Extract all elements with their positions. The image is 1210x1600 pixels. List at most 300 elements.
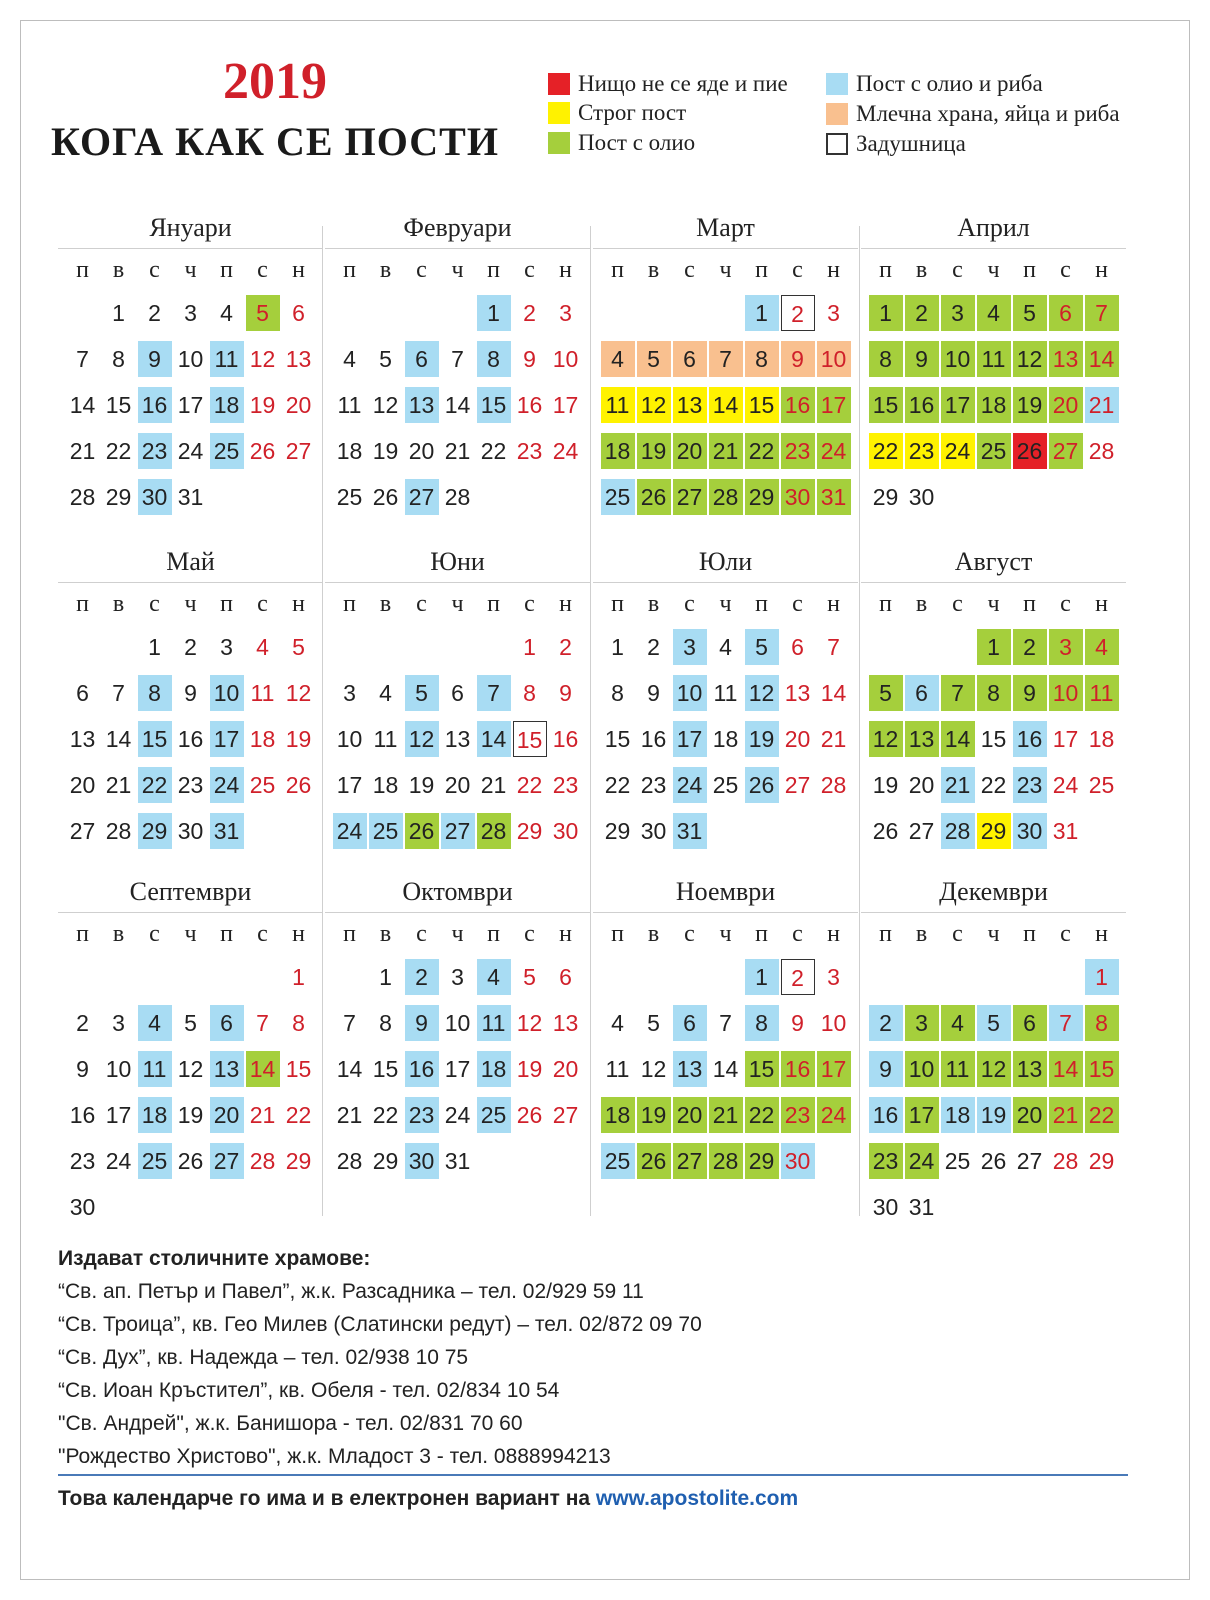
day-cell: 18 <box>977 387 1011 423</box>
day-cell: 28 <box>941 813 975 849</box>
day-cell: 29 <box>977 813 1011 849</box>
footer-text: Това календарче го има и в електронен вариант на <box>58 1487 591 1510</box>
weekday-label: н <box>1095 256 1108 283</box>
day-cell: 6 <box>210 1005 244 1041</box>
day-cell: 7 <box>1049 1005 1083 1041</box>
empty-cell <box>941 629 975 665</box>
day-cell: 27 <box>210 1143 244 1179</box>
day-cell: 17 <box>105 1102 132 1128</box>
day-cell: 23 <box>869 1143 903 1179</box>
days-grid <box>325 959 590 1179</box>
day-cell: 9 <box>523 346 536 372</box>
day-cell: 1 <box>745 295 779 331</box>
day-cell: 13 <box>405 387 439 423</box>
empty-cell <box>977 959 1011 995</box>
day-cell: 21 <box>105 772 132 798</box>
day-cell: 21 <box>480 772 507 798</box>
day-cell: 31 <box>673 813 707 849</box>
day-cell: 23 <box>552 772 579 798</box>
empty-cell <box>709 295 743 331</box>
weekday-header <box>325 583 590 625</box>
day-cell: 26 <box>637 479 671 515</box>
day-cell: 22 <box>372 1102 399 1128</box>
day-cell: 25 <box>249 772 276 798</box>
day-cell: 28 <box>820 772 847 798</box>
day-cell: 31 <box>444 1148 471 1174</box>
day-cell: 8 <box>379 1010 392 1036</box>
weekday-label: с <box>257 256 268 283</box>
weekday-label: с <box>149 590 160 617</box>
day-cell: 17 <box>552 392 579 418</box>
day-cell: 4 <box>601 341 635 377</box>
day-cell: 8 <box>869 341 903 377</box>
day-cell: 27 <box>405 479 439 515</box>
day-cell: 20 <box>408 438 435 464</box>
publisher-line: “Св. Иоан Кръстител”, кв. Обеля - тел. 02/834 10 54 <box>58 1379 560 1402</box>
day-cell: 27 <box>908 818 935 844</box>
publisher-line: “Св. ап. Петър и Павел”, ж.к. Разсадника – тел. 02/929 59 11 <box>58 1280 644 1303</box>
weekday-label: п <box>755 256 768 283</box>
day-cell: 18 <box>138 1097 172 1133</box>
day-cell: 20 <box>1049 387 1083 423</box>
day-cell: 24 <box>333 813 367 849</box>
weekday-header <box>861 583 1126 625</box>
day-cell: 27 <box>1016 1148 1043 1174</box>
day-cell: 29 <box>745 479 779 515</box>
weekday-label: п <box>611 256 624 283</box>
day-cell: 12 <box>640 1056 667 1082</box>
day-cell: 15 <box>477 387 511 423</box>
day-cell: 3 <box>941 295 975 331</box>
day-cell: 20 <box>552 1056 579 1082</box>
weekday-label: с <box>952 256 963 283</box>
day-cell: 10 <box>552 346 579 372</box>
day-cell: 23 <box>781 433 815 469</box>
day-cell: 15 <box>604 726 631 752</box>
month-4 <box>861 208 1126 515</box>
day-cell: 1 <box>977 629 1011 665</box>
day-cell: 28 <box>105 818 132 844</box>
day-cell: 11 <box>477 1005 511 1041</box>
weekday-label: с <box>1060 256 1071 283</box>
weekday-label: с <box>1060 590 1071 617</box>
weekday-label: ч <box>987 590 1000 617</box>
day-cell: 28 <box>709 479 743 515</box>
day-cell: 25 <box>712 772 739 798</box>
weekday-label: н <box>292 920 305 947</box>
legend-label: Строг пост <box>578 100 687 125</box>
empty-cell <box>637 295 671 331</box>
weekday-label: ч <box>719 590 732 617</box>
day-cell: 18 <box>941 1097 975 1133</box>
weekday-label: в <box>112 256 125 283</box>
weekday-label: ч <box>451 920 464 947</box>
day-cell: 31 <box>210 813 244 849</box>
red-swatch-icon <box>548 73 570 95</box>
day-cell: 2 <box>781 295 815 331</box>
empty-cell <box>1049 959 1083 995</box>
weekday-label: п <box>611 920 624 947</box>
weekday-label: с <box>149 920 160 947</box>
day-cell: 17 <box>177 392 204 418</box>
weekday-label: н <box>827 590 840 617</box>
day-cell: 3 <box>220 634 233 660</box>
day-cell: 1 <box>611 634 624 660</box>
day-cell: 19 <box>408 772 435 798</box>
day-cell: 11 <box>605 1056 630 1082</box>
day-cell: 12 <box>405 721 439 757</box>
weekday-label: п <box>343 256 356 283</box>
day-cell: 2 <box>76 1010 89 1036</box>
weekday-label: ч <box>184 920 197 947</box>
empty-cell <box>246 959 280 995</box>
day-cell: 25 <box>210 433 244 469</box>
day-cell: 25 <box>944 1148 971 1174</box>
day-cell: 6 <box>905 675 939 711</box>
day-cell: 16 <box>405 1051 439 1087</box>
weekday-header <box>58 249 323 291</box>
weekday-label: п <box>611 590 624 617</box>
day-cell: 9 <box>1013 675 1047 711</box>
weekday-label: с <box>792 256 803 283</box>
day-cell: 28 <box>249 1148 276 1174</box>
day-cell: 31 <box>177 484 204 510</box>
day-cell: 11 <box>250 680 275 706</box>
empty-cell <box>102 629 136 665</box>
legend-item-green <box>548 128 695 158</box>
weekday-label: п <box>1023 920 1036 947</box>
day-cell: 29 <box>285 1148 312 1174</box>
day-cell: 12 <box>516 1010 543 1036</box>
day-cell: 29 <box>516 818 543 844</box>
day-cell: 14 <box>477 721 511 757</box>
day-cell: 23 <box>516 438 543 464</box>
day-cell: 26 <box>405 813 439 849</box>
day-cell: 6 <box>451 680 464 706</box>
day-cell: 20 <box>444 772 471 798</box>
day-cell: 5 <box>637 341 671 377</box>
day-cell: 15 <box>745 1051 779 1087</box>
day-cell: 29 <box>105 484 132 510</box>
day-cell: 15 <box>869 387 903 423</box>
day-cell: 3 <box>343 680 356 706</box>
weekday-label: п <box>1023 590 1036 617</box>
day-cell: 21 <box>1049 1097 1083 1133</box>
day-cell: 3 <box>112 1010 125 1036</box>
publisher-line: “Св. Троица”, кв. Гео Милев (Слатински редут) – тел. 02/872 09 70 <box>58 1313 702 1336</box>
footer-divider <box>58 1474 1128 1476</box>
day-cell: 23 <box>69 1148 96 1174</box>
day-cell: 27 <box>285 438 312 464</box>
day-cell: 21 <box>249 1102 276 1128</box>
day-cell: 26 <box>980 1148 1007 1174</box>
day-cell: 23 <box>177 772 204 798</box>
day-cell: 11 <box>977 341 1011 377</box>
day-cell: 9 <box>781 341 815 377</box>
day-cell: 14 <box>712 1056 739 1082</box>
day-cell: 7 <box>477 675 511 711</box>
column-divider <box>590 226 591 1216</box>
day-cell: 11 <box>210 341 244 377</box>
day-cell: 18 <box>712 726 739 752</box>
publisher-line: "Св. Андрей", ж.к. Банишора - тел. 02/831 70 60 <box>58 1412 523 1435</box>
day-cell: 20 <box>69 772 96 798</box>
green-swatch-icon <box>548 132 570 154</box>
day-cell: 10 <box>336 726 363 752</box>
day-cell: 15 <box>138 721 172 757</box>
day-cell: 29 <box>604 818 631 844</box>
month-2 <box>325 208 590 515</box>
day-cell: 5 <box>379 346 392 372</box>
day-cell: 7 <box>343 1010 356 1036</box>
weekday-label: с <box>416 590 427 617</box>
day-cell: 24 <box>673 767 707 803</box>
day-cell: 9 <box>184 680 197 706</box>
day-cell: 13 <box>673 387 707 423</box>
weekday-header <box>593 583 858 625</box>
footer <box>58 1484 798 1514</box>
day-cell: 30 <box>872 1194 899 1220</box>
day-cell: 27 <box>69 818 96 844</box>
month-8 <box>861 542 1126 849</box>
month-name: Август <box>861 542 1126 583</box>
day-cell: 9 <box>905 341 939 377</box>
day-cell: 5 <box>1013 295 1047 331</box>
day-cell: 24 <box>177 438 204 464</box>
day-cell: 6 <box>791 634 804 660</box>
day-cell: 10 <box>105 1056 132 1082</box>
empty-cell <box>869 629 903 665</box>
weekday-header <box>593 249 858 291</box>
month-name: Февруари <box>325 208 590 249</box>
empty-cell <box>333 959 367 995</box>
weekday-label: в <box>379 590 392 617</box>
weekday-label: ч <box>184 256 197 283</box>
blue-swatch-icon <box>826 73 848 95</box>
day-cell: 10 <box>673 675 707 711</box>
day-cell: 6 <box>76 680 89 706</box>
day-cell: 16 <box>138 387 172 423</box>
weekday-label: в <box>647 256 660 283</box>
day-cell: 19 <box>872 772 899 798</box>
weekday-label: с <box>416 920 427 947</box>
day-cell: 5 <box>405 675 439 711</box>
day-cell: 15 <box>285 1056 312 1082</box>
day-cell: 27 <box>552 1102 579 1128</box>
month-name: Септември <box>58 872 323 913</box>
weekday-label: с <box>416 256 427 283</box>
weekday-label: с <box>149 256 160 283</box>
day-cell: 26 <box>285 772 312 798</box>
day-cell: 22 <box>105 438 132 464</box>
day-cell: 19 <box>372 438 399 464</box>
day-cell: 22 <box>980 772 1007 798</box>
day-cell: 20 <box>908 772 935 798</box>
day-cell: 20 <box>673 433 707 469</box>
days-grid <box>325 295 590 515</box>
column-divider <box>322 226 323 1216</box>
day-cell: 4 <box>343 346 356 372</box>
day-cell: 8 <box>611 680 624 706</box>
website-link[interactable]: www.apostolite.com <box>595 1487 799 1510</box>
weekday-header <box>593 913 858 955</box>
day-cell: 31 <box>908 1194 935 1220</box>
day-cell: 11 <box>337 392 362 418</box>
day-cell: 14 <box>246 1051 280 1087</box>
days-grid <box>593 629 858 849</box>
weekday-label: с <box>257 590 268 617</box>
day-cell: 10 <box>820 1010 847 1036</box>
weekday-label: ч <box>451 590 464 617</box>
day-cell: 8 <box>138 675 172 711</box>
day-cell: 2 <box>184 634 197 660</box>
day-cell: 18 <box>1088 726 1115 752</box>
empty-cell <box>869 959 903 995</box>
day-cell: 28 <box>444 484 471 510</box>
day-cell: 19 <box>1013 387 1047 423</box>
day-cell: 21 <box>1085 387 1119 423</box>
weekday-label: с <box>684 256 695 283</box>
empty-cell <box>709 959 743 995</box>
day-cell: 11 <box>713 680 738 706</box>
day-cell: 21 <box>709 1097 743 1133</box>
month-11 <box>593 872 858 1179</box>
weekday-label: ч <box>987 920 1000 947</box>
day-cell: 20 <box>1013 1097 1047 1133</box>
empty-cell <box>66 295 100 331</box>
day-cell: 17 <box>817 1051 851 1087</box>
month-9 <box>58 872 323 1225</box>
weekday-label: с <box>684 920 695 947</box>
days-grid <box>325 629 590 849</box>
day-cell: 13 <box>784 680 811 706</box>
day-cell: 9 <box>76 1056 89 1082</box>
month-name: Юли <box>593 542 858 583</box>
month-12 <box>861 872 1126 1225</box>
empty-cell <box>369 295 403 331</box>
month-name: Октомври <box>325 872 590 913</box>
day-cell: 13 <box>673 1051 707 1087</box>
day-cell: 3 <box>184 300 197 326</box>
weekday-label: с <box>1060 920 1071 947</box>
weekday-label: в <box>647 590 660 617</box>
day-cell: 24 <box>1052 772 1079 798</box>
day-cell: 21 <box>444 438 471 464</box>
day-cell: 25 <box>601 1143 635 1179</box>
day-cell: 20 <box>784 726 811 752</box>
weekday-label: с <box>524 590 535 617</box>
outline-swatch-icon <box>826 133 848 155</box>
day-cell: 25 <box>1088 772 1115 798</box>
weekday-label: ч <box>719 920 732 947</box>
day-cell: 3 <box>559 300 572 326</box>
day-cell: 23 <box>1013 767 1047 803</box>
day-cell: 30 <box>781 479 815 515</box>
day-cell: 1 <box>292 964 305 990</box>
day-cell: 16 <box>781 387 815 423</box>
day-cell: 2 <box>148 300 161 326</box>
day-cell: 17 <box>817 387 851 423</box>
day-cell: 27 <box>673 479 707 515</box>
month-6 <box>325 542 590 849</box>
day-cell: 13 <box>905 721 939 757</box>
empty-cell <box>138 959 172 995</box>
day-cell: 2 <box>559 634 572 660</box>
day-cell: 3 <box>827 300 840 326</box>
day-cell: 28 <box>1088 438 1115 464</box>
weekday-label: п <box>220 256 233 283</box>
weekday-label: в <box>379 256 392 283</box>
day-cell: 19 <box>637 433 671 469</box>
day-cell: 12 <box>869 721 903 757</box>
day-cell: 21 <box>69 438 96 464</box>
day-cell: 4 <box>256 634 269 660</box>
day-cell: 18 <box>372 772 399 798</box>
day-cell: 22 <box>480 438 507 464</box>
month-3 <box>593 208 858 515</box>
day-cell: 23 <box>138 433 172 469</box>
legend-label: Нищо не се яде и пие <box>578 71 788 96</box>
day-cell: 12 <box>285 680 312 706</box>
publisher-line: "Рождество Христово", ж.к. Младост 3 - тел. 0888994213 <box>58 1445 611 1468</box>
weekday-label: н <box>559 920 572 947</box>
day-cell: 25 <box>369 813 403 849</box>
weekday-label: с <box>684 590 695 617</box>
day-cell: 14 <box>336 1056 363 1082</box>
day-cell: 6 <box>292 300 305 326</box>
weekday-label: в <box>915 590 928 617</box>
day-cell: 1 <box>869 295 903 331</box>
day-cell: 3 <box>1049 629 1083 665</box>
column-divider <box>859 226 860 1216</box>
day-cell: 30 <box>781 1143 815 1179</box>
month-1 <box>58 208 323 515</box>
day-cell: 10 <box>444 1010 471 1036</box>
day-cell: 28 <box>69 484 96 510</box>
day-cell: 16 <box>640 726 667 752</box>
weekday-label: п <box>879 590 892 617</box>
day-cell: 10 <box>210 675 244 711</box>
day-cell: 7 <box>719 1010 732 1036</box>
day-cell: 29 <box>1088 1148 1115 1174</box>
day-cell: 17 <box>336 772 363 798</box>
weekday-label: с <box>792 920 803 947</box>
day-cell: 10 <box>177 346 204 372</box>
day-cell: 15 <box>1085 1051 1119 1087</box>
weekday-label: н <box>292 256 305 283</box>
empty-cell <box>601 959 635 995</box>
day-cell: 21 <box>941 767 975 803</box>
day-cell: 25 <box>138 1143 172 1179</box>
yellow-swatch-icon <box>548 102 570 124</box>
day-cell: 3 <box>451 964 464 990</box>
empty-cell <box>1013 959 1047 995</box>
weekday-header <box>861 913 1126 955</box>
day-cell: 7 <box>827 634 840 660</box>
day-cell: 6 <box>559 964 572 990</box>
day-cell: 2 <box>781 959 815 995</box>
empty-cell <box>66 629 100 665</box>
weekday-header <box>861 249 1126 291</box>
day-cell: 31 <box>817 479 851 515</box>
empty-cell <box>941 959 975 995</box>
legend-label: Задушница <box>856 131 966 156</box>
day-cell: 29 <box>372 1148 399 1174</box>
day-cell: 24 <box>941 433 975 469</box>
day-cell: 1 <box>1085 959 1119 995</box>
day-cell: 15 <box>372 1056 399 1082</box>
weekday-label: п <box>76 590 89 617</box>
